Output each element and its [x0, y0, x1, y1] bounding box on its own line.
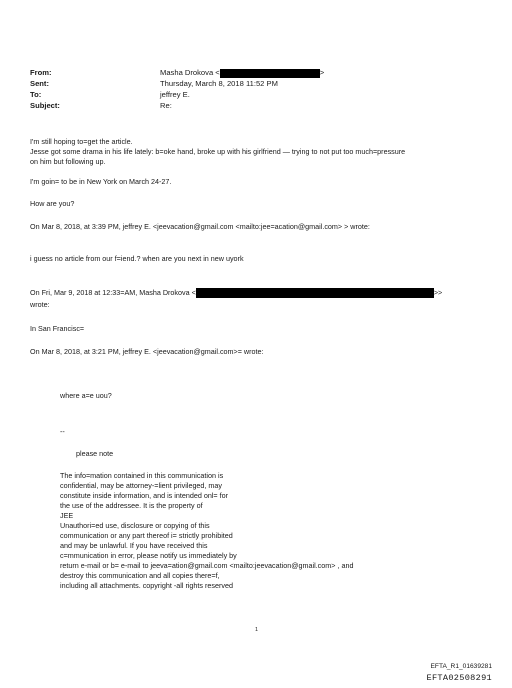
reply-text: i guess no article from our f=iend.? when are you next in new uyork — [30, 254, 244, 263]
redaction-box — [220, 69, 320, 78]
to-value: jeffrey E. — [160, 90, 190, 99]
from-label: From: — [30, 68, 52, 77]
quote-header: On Fri, Mar 9, 2018 at 12:33=AM, Masha Drokova < >> — [30, 288, 443, 297]
signature-dash: -- — [60, 427, 65, 436]
body-line: wrote: — [30, 300, 50, 309]
from-name: Masha Drokova — [160, 68, 214, 77]
redaction-box — [196, 288, 434, 298]
disclaimer-line: including all attachments. copyright -all rights reserved — [60, 581, 233, 590]
disclaimer-line: constitute inside information, and is intended onl= for — [60, 491, 229, 500]
disclaimer-line: c=mmunication in error, please notify us immediately by — [60, 551, 237, 560]
disclaimer-line: The info=mation contained in this communication is — [60, 471, 224, 480]
disclaimer-line: communication or any part thereof i= strictly prohibited — [60, 531, 233, 540]
sent-value: Thursday, March 8, 2018 11:52 PM — [160, 79, 278, 88]
bates-number-secondary: EFTA02508291 — [426, 673, 492, 683]
body-line: How are you? — [30, 199, 75, 208]
reply-text: where a=e uou? — [60, 391, 112, 400]
sent-label: Sent: — [30, 79, 49, 88]
quote-header: On Mar 8, 2018, at 3:21 PM, jeffrey E. <jeevacation@gmail.com>= wrote: — [30, 347, 264, 356]
disclaimer-line: JEE — [60, 511, 74, 520]
reply-text: In San Francisc= — [30, 324, 85, 333]
disclaimer-line: Unauthori=ed use, disclosure or copying of this — [60, 521, 210, 530]
quote-header: On Mar 8, 2018, at 3:39 PM, jeffrey E. <jeevacation@gmail.com <mailto:jee=acation@gmail.com> > wrote: — [30, 222, 370, 231]
disclaimer-line: and may be unlawful. If you have received this — [60, 541, 208, 550]
quote-header-prefix: On Fri, Mar 9, 2018 at 12:33=AM, Masha Drokova — [30, 288, 190, 297]
to-label: To: — [30, 90, 42, 99]
page-number: 1 — [255, 627, 259, 633]
body-line: I'm still hoping to=get the article. — [30, 137, 133, 146]
body-line: on him but following up. — [30, 157, 106, 166]
please-note: please note — [76, 449, 114, 458]
disclaimer-line: the use of the addressee. It is the property of — [60, 501, 203, 510]
subject-label: Subject: — [30, 101, 60, 110]
from-value: Masha Drokova < > — [160, 68, 325, 77]
email-header — [30, 68, 490, 112]
body-line: Jesse got some drama in his life lately: b=oke hand, broke up with his girlfriend — trying to not put too much=pressure — [30, 147, 406, 156]
disclaimer-line: destroy this communication and all copies there=f, — [60, 571, 220, 580]
quote-header-suffix: >> — [433, 288, 443, 297]
subject-value: Re: — [160, 101, 172, 110]
disclaimer-line: return e-mail or b= e-mail to jeeva=ation@gmail.com <mailto:jeevacation@gmail.com> , and — [60, 561, 354, 570]
disclaimer-line: confidential, may be attorney-=lient privileged, may — [60, 481, 223, 490]
body-line: I'm goin= to be in New York on March 24-27. — [30, 177, 172, 186]
bates-number-primary: EFTA_R1_01639281 — [430, 663, 492, 670]
